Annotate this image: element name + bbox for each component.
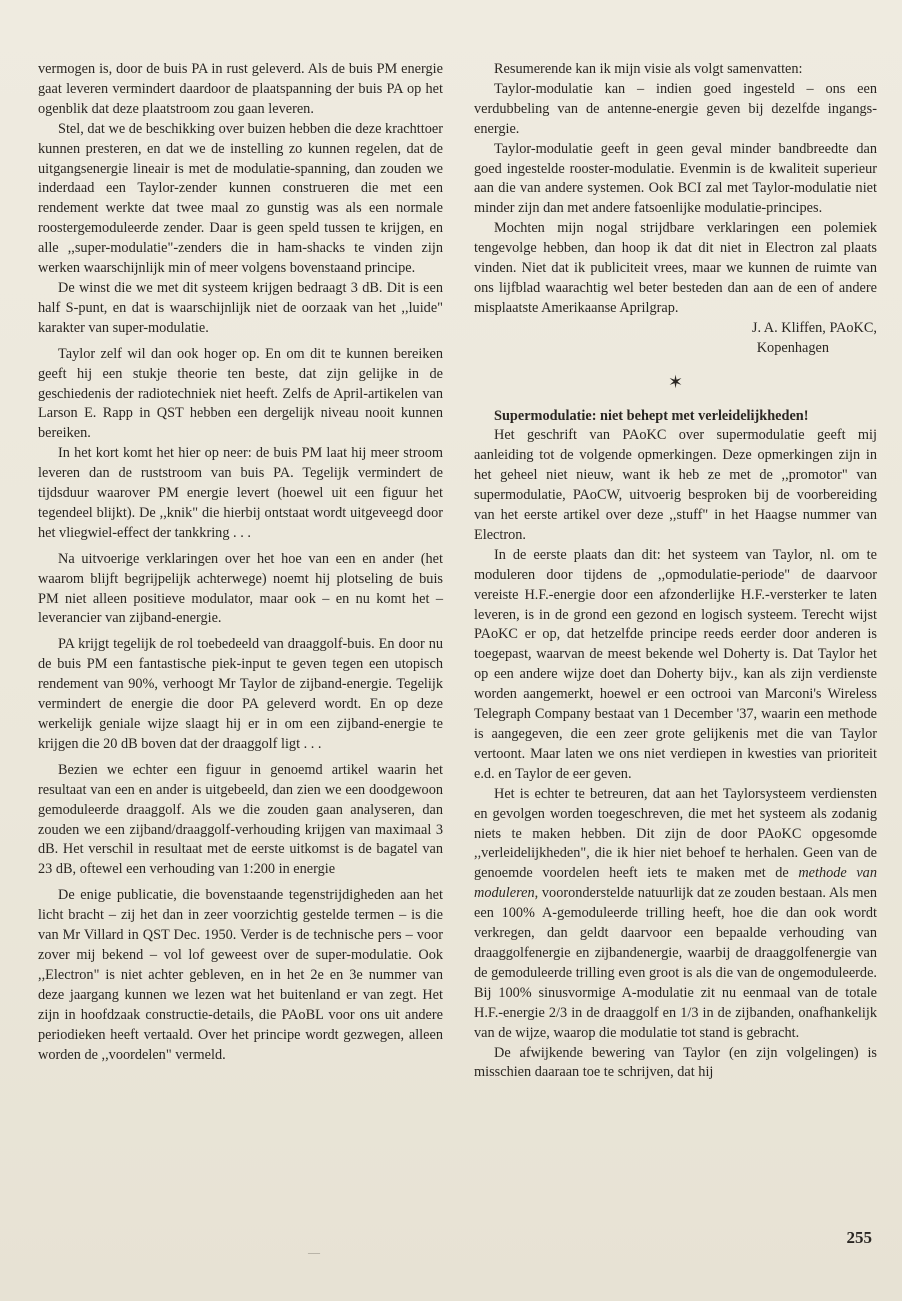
signature-name: J. A. Kliffen, PAoKC, bbox=[751, 319, 877, 336]
paragraph: Bezien we echter een figuur in genoemd artikel waarin het resultaat van een en ander is uitgebeeld, dan zien we een doodgewoon gemoduleerde draaggolf. Als we die zouden gaan analyseren, dan zouden we een zijband/draaggolf-verhouding krijgen van maximaal 3 dB. Het verschil in resultaat met de eerste uitkomst is de bagatel van 23 dB, oftewel een verhouding van 1:200 in energie bbox=[38, 761, 443, 878]
section-divider-icon: ✶ bbox=[667, 371, 684, 392]
paragraph: Taylor zelf wil dan ook hoger op. En om dit te kunnen bereiken geeft hij een stukje theorie ten beste, dat zijn gelijke in de geschiedenis der radiotechniek niet heeft. Zelfs de April-artikelen van Larson E. Rapp in QST hebben een dergelijk niveau nooit kunnen bereiken. bbox=[38, 345, 443, 442]
page-number: 255 bbox=[846, 1228, 872, 1247]
paragraph bbox=[474, 785, 877, 1044]
paragraph: Taylor-modulatie geeft in geen geval minder bandbreedte dan goed ingestelde rooster-modulatie. Evenmin is de kwaliteit superieur aan die van andere systemen. Ook BCI zal met Taylor-modulatie niet minder zijn dan met andere fatsoenlijke modulatie-principes. bbox=[474, 140, 877, 217]
paragraph: Het geschrift van PAoKC over supermodulatie geeft mij aanleiding tot de volgende opmerkingen. Deze opmerkingen zijn in het geheel niet nieuw, want ik heb ze met de ,,promotor" van supermodulatie, PAoCW, uitvoerig besproken bij de voorbereiding van het eerste artikel over deze ,,stuff" in het Haagse nummer van Electron. bbox=[474, 427, 877, 543]
paragraph: Mochten mijn nogal strijdbare verklaringen een polemiek tengevolge hebben, dan hoop ik dat dit niet in Electron zal plaats vinden. Niet dat ik publiciteit vrees, maar we kunnen de ruimte van ons lijfblad waarachtig wel beter besteden dan aan de een of andere misplaatste Amerikaanse Aprilgrap. bbox=[474, 220, 877, 316]
signature-place: Kopenhagen bbox=[756, 339, 829, 356]
paragraph: De winst die we met dit systeem krijgen bedraagt 3 dB. Dit is een half S-punt, en dat is waarschijnlijk niet de oorzaak van het ,,luide" karakter van super-modulatie. bbox=[38, 279, 443, 336]
paragraph: In het kort komt het hier op neer: de buis PM laat hij meer stroom leveren dan de ruststroom van buis PA. Tegelijk vermindert de tijdsduur waarover PM energie levert (hoewel uit een figuur het tegendeel blijkt). De ,,knik" die hierbij ontstaat wordt uitgeveegd door het vliegwiel-effect der tankkring . . . bbox=[38, 445, 443, 541]
paragraph: vermogen is, door de buis PA in rust geleverd. Als de buis PM energie gaat leveren vermindert daardoor de plaatspanning der buis PA op het ogenblik dat deze plaatstroom zou gaan leveren. bbox=[38, 61, 443, 117]
paragraph-text: Het is echter te betreuren, dat aan het Taylorsysteem verdiensten en gevolgen worden toegeschreven, die met het systeem als zodanig niets te maken hebben. Dit zijn de door PAoKC opgesomde ,,verleidelijkheden", die ik hier niet behoef te herhalen. Geen van de genoemde voordelen heeft iets te maken met de bbox=[474, 785, 877, 882]
paragraph: Na uitvoerige verklaringen over het hoe van een en ander (het waarom blijft begrijpelijk achterwege) noemt hij plotseling de buis PM niet alleen positieve modulator, maar ook – en nu komt het – leverancier van zijband-energie. bbox=[38, 550, 443, 627]
section-heading: Supermodulatie: niet behept met verleidelijkheden! bbox=[494, 407, 809, 424]
paragraph: PA krijgt tegelijk de rol toebedeeld van draaggolf-buis. En door nu de buis PM een fantastische piek-input te geven tegen een utopisch rendement van 90%, verhoogt Mr Taylor de zijband-energie. Tegelijk vermindert de energie die door PA geleverd wordt. En op deze werkelijk geniale wijze slaagt hij er in om een zijband-energie te krijgen die 20 dB boven dat der draaggolf ligt . . . bbox=[38, 636, 443, 752]
paragraph: De afwijkende bewering van Taylor (en zijn volgelingen) is misschien daaraan toe te schrijven, dat hij bbox=[474, 1044, 877, 1081]
paragraph: In de eerste plaats dan dit: het systeem van Taylor, nl. om te moduleren door tijdens de ,,opmodulatie-periode" de daarvoor vereiste H.F.-energie door een afzonderlijke H.F.-versterker te laten leveren, is in de grond een gezond en logisch systeem. Terecht wijst PAoKC er op, dat hetzelfde principe reeds eerder door anderen is toegepast, waarvan de meest bekende wel Doherty is. Dat Taylor het op een andere wijze doet dan Doherty bijv., kan als zijn verdienste worden aangemerkt, hoewel er een octrooi van Marconi's Wireless Telegraph Company bestaat van 1 December '37, waarin een methode is aangegeven, die een zeer grote gelijkenis met die van Taylor vertoont. Maar laten we ons niet verdiepen in kwesties van prioriteit e.d. en Taylor de eer geven. bbox=[474, 546, 877, 782]
paragraph-text: , vooronderstelde natuurlijk dat ze zouden bestaan. Als men een 100% A-gemoduleerde trilling heeft, hoe die dan ook wordt verkregen, dan geldt daarvoor een bepaalde verhouding van draaggolfenergie en zijbandenergie, waarbij de draaggolfenergie van de gemoduleerde trilling even groot is als die van de ongemoduleerde. Bij 100% sinusvormige A-modulatie zit nu eenmaal van de totale H.F.-energie 2/3 in de draaggolf en 1/3 in de zijbanden, onafhankelijk van de wijze, waarop die modulatie tot stand is gebracht. bbox=[474, 885, 877, 1041]
paragraph: Resumerende kan ik mijn visie als volgt samenvatten: bbox=[494, 61, 803, 77]
emphasis-text: methode van moduleren bbox=[474, 865, 877, 902]
paragraph: De enige publicatie, die bovenstaande tegenstrijdigheden aan het licht bracht – zij het dan in zeer voorzichtig gestelde termen – is die van Mr Villard in QST Dec. 1950. Verder is de technische pers – voor zover mij bekend – vol lof geweest over de super-modulatie. Ook ,,Electron" is niet achter gebleven, en in het 2e en 3e nummer van deze jaargang kunnen we lezen wat het buitenland er van zegt. Het zijn in hoofdzaak constructie-details, die PAoBL voor ons uit andere periodieken heeft vertaald. Over het principe wordt gezwegen, alleen worden de ,,voordelen" vermeld. bbox=[38, 887, 443, 1063]
paragraph: Taylor-modulatie kan – indien goed ingesteld – ons een verdubbeling van de antenne-energie geven bij dezelfde ingangs-energie. bbox=[474, 80, 877, 137]
right-column bbox=[474, 60, 877, 1083]
footer-mark: — bbox=[308, 1245, 320, 1259]
left-column bbox=[38, 60, 443, 1065]
paragraph: Stel, dat we de beschikking over buizen hebben die deze krachttoer kunnen presteren, en dat we de instelling zo kunnen regelen, dat de uitgangsenergie lineair is met de modulatie-spanning, dan zouden we inderdaad een Taylor-zender kunnen construeren die met een rendement werkte dat twee maal zo gunstig was als een normale roostergemoduleerde zender. Daar is geen speld tussen te krijgen, en alle ,,super-modulatie"-zenders die in ham-shacks te vinden zijn werken waarschijnlijk min of meer volgens bovenstaand principe. bbox=[38, 120, 443, 277]
